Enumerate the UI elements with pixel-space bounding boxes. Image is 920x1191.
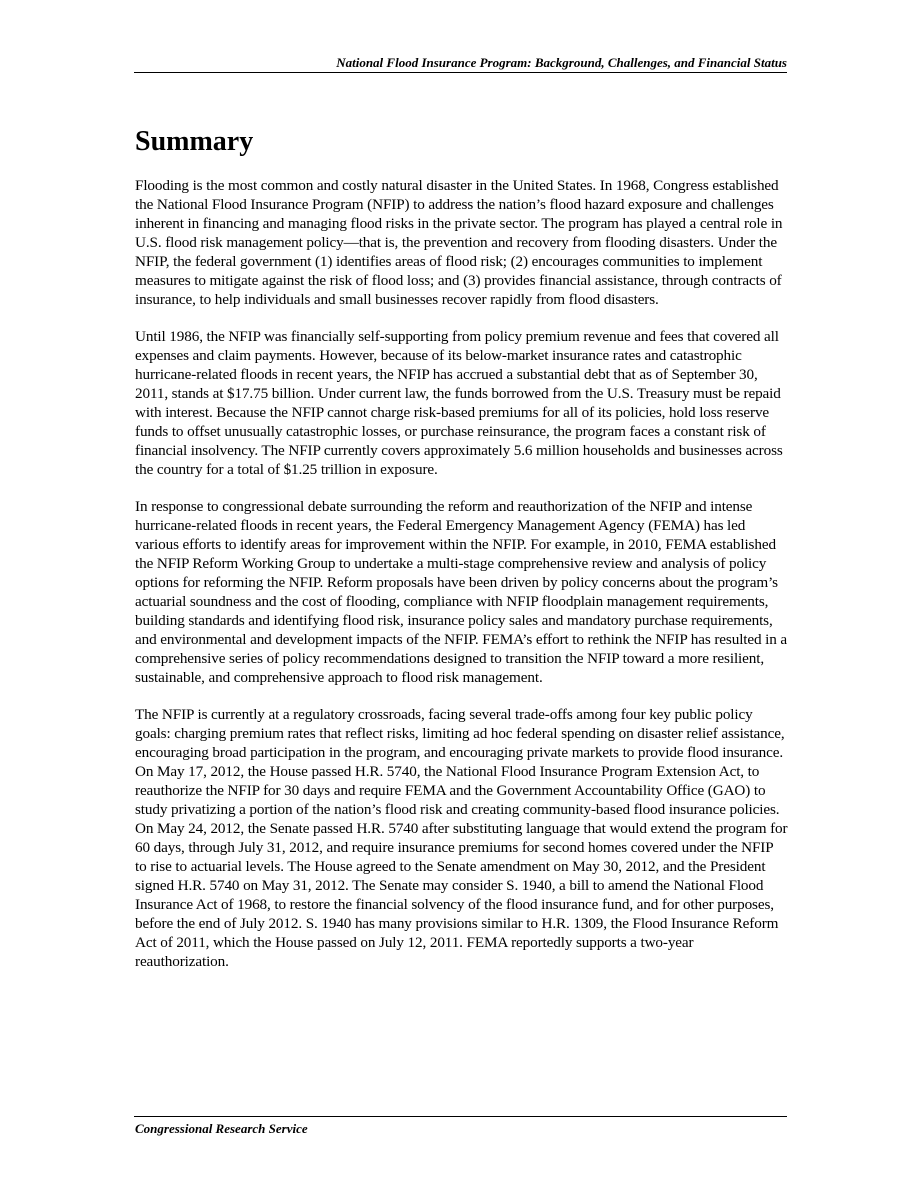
running-header-title: National Flood Insurance Program: Background, Challenges, and Financial Status bbox=[336, 55, 787, 70]
header-divider bbox=[134, 72, 787, 73]
paragraph-financial-status: Until 1986, the NFIP was financially self-supporting from policy premium revenue and fees that covered all expenses and claim payments. However, because of its below-market insurance rates and catastrophic hurricane-related floods in recent years, the NFIP has accrued a substantial debt that as of September 30, 2011, stands at $17.75 billion. Under current law, the funds borrowed from the U.S. Treasury must be repaid with interest. Because the NFIP cannot charge risk-based premiums for all of its policies, hold loss reserve funds to offset unusually catastrophic losses, or purchase reinsurance, the program faces a constant risk of financial insolvency. The NFIP currently covers approximately 5.6 million households and businesses across the country for a total of $1.25 trillion in exposure. bbox=[135, 328, 783, 478]
paragraph-regulatory-crossroads: The NFIP is currently at a regulatory crossroads, facing several trade-offs among four key public policy goals: charging premium rates that reflect risks, limiting ad hoc federal spending on disaster relief assistance, encouraging broad participation in the program, and encouraging private markets to provide flood insurance. On May 17, 2012, the House passed H.R. 5740, the National Flood Insurance Program Extension Act, to reauthorize the NFIP for 30 days and require FEMA and the Government Accountability Office (GAO) to study privatizing a portion of the nation’s flood risk and creating community-based flood insurance policies. On May 24, 2012, the Senate passed H.R. 5740 after substituting language that would extend the program for 60 days, through July 31, 2012, and require insurance premiums for second homes covered under the NFIP to rise to actuarial levels. The House agreed to the Senate amendment on May 30, 2012, and the President signed H.R. 5740 on May 31, 2012. The Senate may consider S. 1940, a bill to amend the National Flood Insurance Act of 1968, to restore the financial solvency of the flood insurance fund, and for other purposes, before the end of July 2012. S. 1940 has many provisions similar to H.R. 1309, the Flood Insurance Reform Act of 2011, which the House passed on July 12, 2011. FEMA reportedly supports a two-year reauthorization. bbox=[135, 706, 788, 970]
summary-body bbox=[135, 176, 788, 989]
paragraph-reform-efforts: In response to congressional debate surrounding the reform and reauthorization of the NFIP and intense hurricane-related floods in recent years, the Federal Emergency Management Agency (FEMA) has led various efforts to identify areas for improvement within the NFIP. For example, in 2010, FEMA established the NFIP Reform Working Group to undertake a multi-stage comprehensive review and analysis of policy options for reforming the NFIP. Reform proposals have been driven by policy concerns about the program’s actuarial soundness and the cost of flooding, compliance with NFIP floodplain management requirements, building standards and identifying flood risk, insurance policy sales and mandatory purchase requirements, and environmental and development impacts of the NFIP. FEMA’s effort to rethink the NFIP has resulted in a comprehensive series of policy recommendations designed to transition the NFIP toward a more resilient, sustainable, and comprehensive approach to flood risk management. bbox=[135, 498, 788, 686]
footer-divider bbox=[134, 1116, 787, 1117]
running-footer: Congressional Research Service bbox=[135, 1121, 308, 1136]
paragraph-flooding-overview: Flooding is the most common and costly natural disaster in the United States. In 1968, Congress established the National Flood Insurance Program (NFIP) to address the nation’s flood hazard exposure and challenges inherent in financing and managing flood risks in the private sector. The program has played a central role in U.S. flood risk management policy—that is, the prevention and recovery from flooding disasters. Under the NFIP, the federal government (1) identifies areas of flood risk; (2) encourages communities to implement measures to mitigate against the risk of flood loss; and (3) provides financial assistance, through contracts of insurance, to help individuals and small businesses recover rapidly from flood disasters. bbox=[135, 177, 783, 308]
section-heading: Summary bbox=[135, 126, 254, 157]
